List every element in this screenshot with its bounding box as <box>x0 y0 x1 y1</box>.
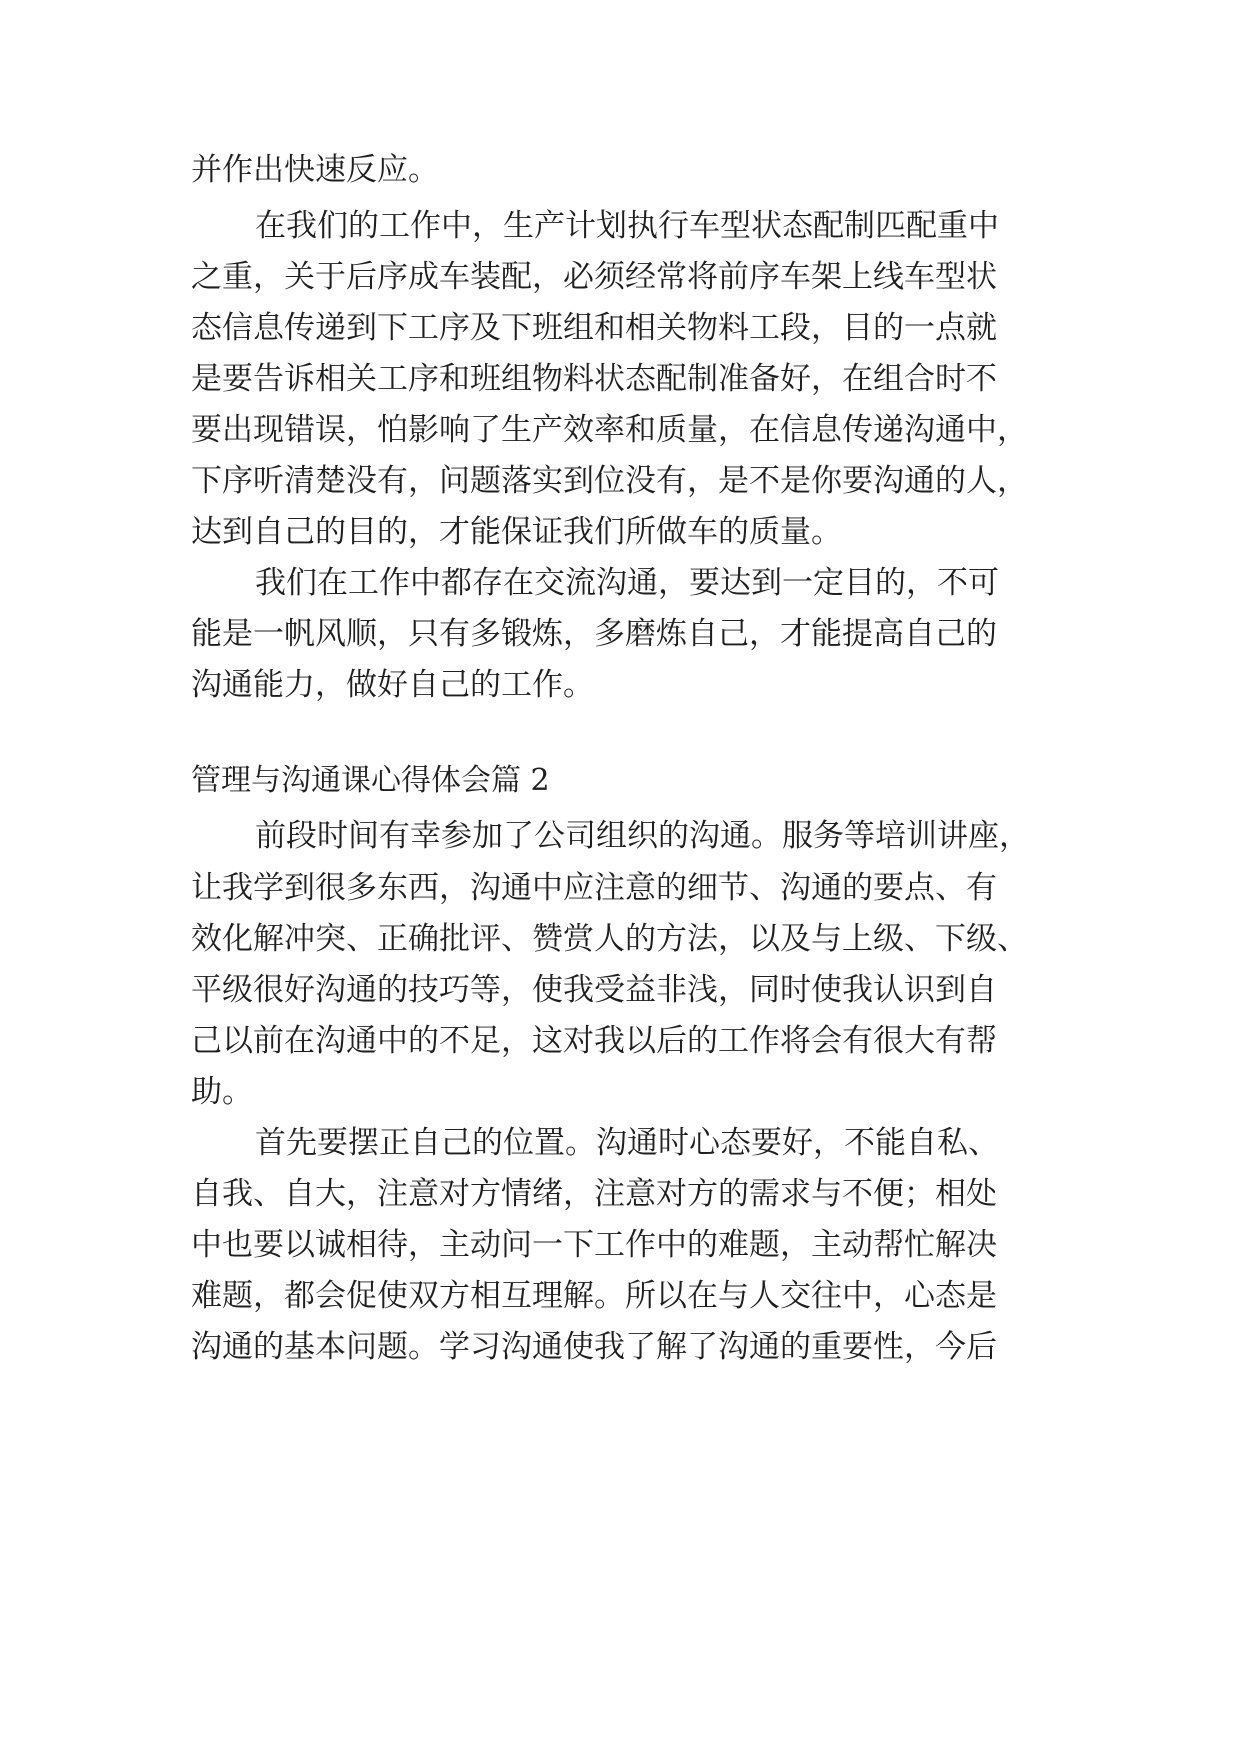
paragraph-line: 自我、自大，注意对方情绪，注意对方的需求与不便；相处 <box>191 1176 997 1212</box>
paragraph-line: 在我们的工作中，生产计划执行车型状态配制匹配重中 <box>255 208 999 244</box>
section-heading: 管理与沟通课心得体会篇 2 <box>191 763 550 798</box>
paragraph-line: 中也要以诚相待，主动问一下工作中的难题，主动帮忙解决 <box>191 1227 997 1263</box>
paragraph-line: 首先要摆正自己的位置。沟通时心态要好，不能自私、 <box>255 1125 999 1161</box>
paragraph-line: 达到自己的目的，才能保证我们所做车的质量。 <box>191 514 842 550</box>
paragraph-line: 我们在工作中都存在交流沟通，要达到一定目的，不可 <box>255 565 999 601</box>
paragraph-line: 要出现错误，怕影响了生产效率和质量，在信息传递沟通中， <box>191 412 1028 448</box>
paragraph-line: 并作出快速反应。 <box>191 152 439 188</box>
paragraph-line: 沟通能力，做好自己的工作。 <box>191 667 594 703</box>
paragraph-line: 平级很好沟通的技巧等，使我受益非浅，同时使我认识到自 <box>191 972 997 1008</box>
paragraph-line: 是要告诉相关工序和班组物料状态配制准备好，在组合时不 <box>191 361 997 397</box>
paragraph-line: 己以前在沟通中的不足，这对我以后的工作将会有很大有帮 <box>191 1023 997 1059</box>
paragraph-line: 前段时间有幸参加了公司组织的沟通。服务等培训讲座， <box>255 818 1030 854</box>
paragraph-line: 态信息传递到下工序及下班组和相关物料工段，目的一点就 <box>191 310 997 346</box>
paragraph-line: 效化解冲突、正确批评、赞赏人的方法，以及与上级、下级、 <box>191 921 1028 957</box>
paragraph-line: 沟通的基本问题。学习沟通使我了解了沟通的重要性，今后 <box>191 1329 997 1365</box>
paragraph-line: 下序听清楚没有，问题落实到位没有，是不是你要沟通的人， <box>191 463 1028 499</box>
paragraph-line: 能是一帆风顺，只有多锻炼，多磨炼自己，才能提高自己的 <box>191 616 997 652</box>
paragraph-line: 助。 <box>191 1074 253 1110</box>
paragraph-line: 让我学到很多东西，沟通中应注意的细节、沟通的要点、有 <box>191 870 997 906</box>
paragraph-line: 之重，关于后序成车装配，必须经常将前序车架上线车型状 <box>191 259 997 295</box>
paragraph-line: 难题，都会促使双方相互理解。所以在与人交往中，心态是 <box>191 1278 997 1314</box>
